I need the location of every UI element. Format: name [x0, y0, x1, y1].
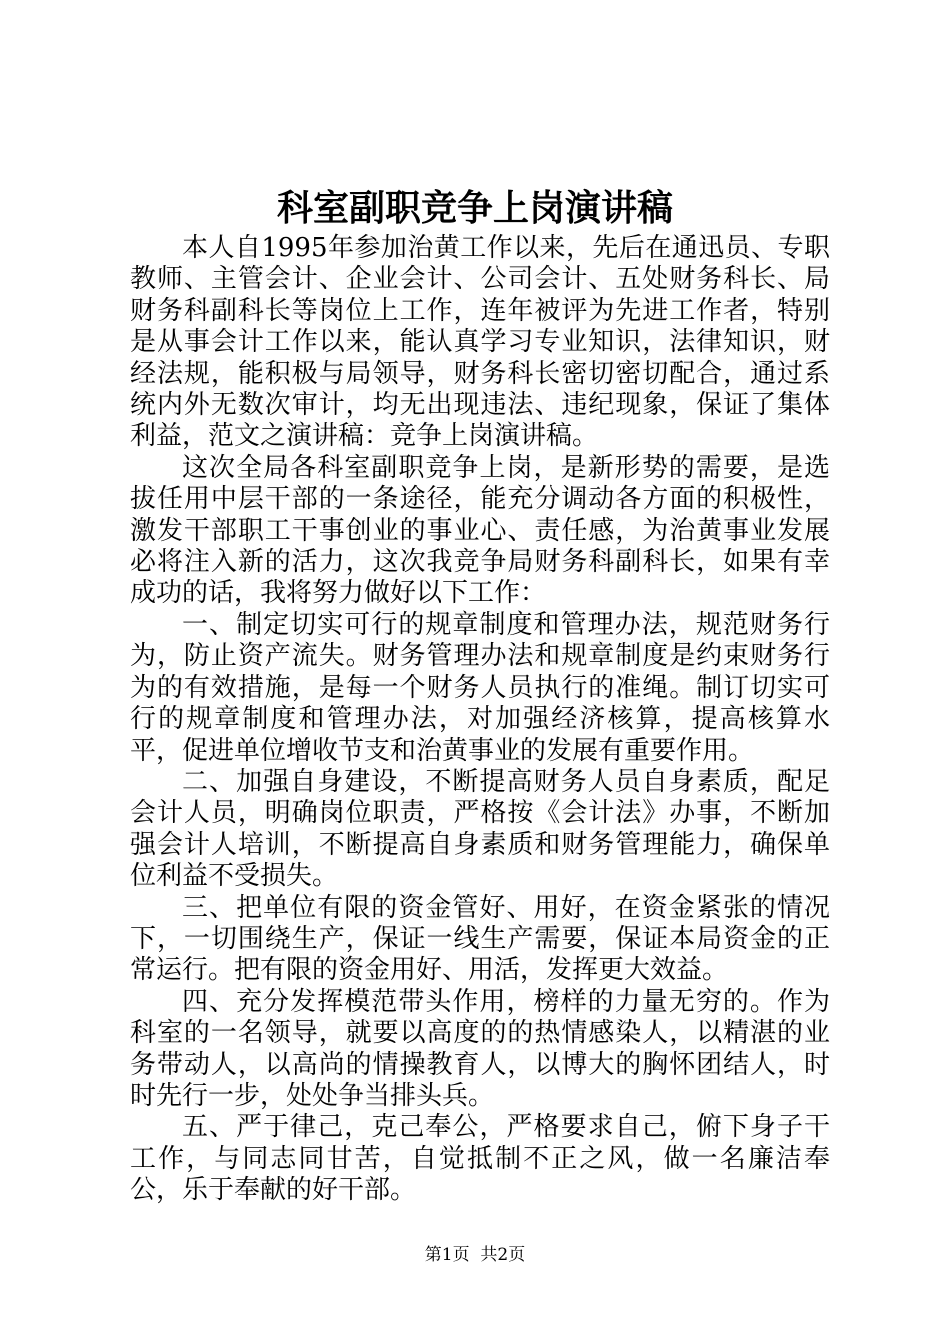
page-footer	[0, 1244, 950, 1266]
paragraph-intro: 本人自1995年参加治黄工作以来，先后在通迅员、专职教师、主管会计、企业会计、公司会计、五处财务科长、局财务科副科长等岗位上工作，连年被评为先进工作者，特别是从事会计工作以来，能认真学习专业知识，法律知识，财经法规，能积极与局领导，财务科长密切密切配合，通过系统内外无数次审计，均无出现违法、违纪现象，保证了集体利益，范文之演讲稿：竞争上岗演讲稿。	[130, 233, 830, 452]
document-body	[130, 233, 830, 1207]
paragraph-motivation: 这次全局各科室副职竞争上岗，是新形势的需要，是选拔任用中层干部的一条途径，能充分调动各方面的积极性，激发干部职工干事创业的事业心、责任感，为治黄事业发展必将注入新的活力，这次我竞争局财务科副科长，如果有幸成功的话，我将努力做好以下工作：	[130, 452, 830, 609]
paragraph-point-4: 四、充分发挥模范带头作用，榜样的力量无穷的。作为科室的一名领导，就要以高度的的热情感染人，以精湛的业务带动人，以高尚的情操教育人，以博大的胸怀团结人，时时先行一步，处处争当排头兵。	[130, 986, 830, 1111]
paragraph-point-2: 二、加强自身建设，不断提高财务人员自身素质，配足会计人员，明确岗位职责，严格按《会计法》办事，不断加强会计人培训，不断提高自身素质和财务管理能力，确保单位利益不受损失。	[130, 766, 830, 892]
paragraph-point-3: 三、把单位有限的资金管好、用好，在资金紧张的情况下，一切围绕生产，保证一线生产需要，保证本局资金的正常运行。把有限的资金用好、用活，发挥更大效益。	[130, 892, 830, 986]
page-title: 科室副职竞争上岗演讲稿	[276, 187, 673, 229]
paragraph-point-5: 五、严于律己，克己奉公，严格要求自己，俯下身子干工作，与同志同甘苦，自觉抵制不正之风，做一名廉洁奉公，乐于奉献的好干部。	[130, 1112, 830, 1206]
paragraph-point-1: 一、制定切实可行的规章制度和管理办法，规范财务行为，防止资产流失。财务管理办法和规章制度是约束财务行为的有效措施，是每一个财务人员执行的准绳。制订切实可行的规章制度和管理办法，对加强经济核算，提高核算水平，促进单位增收节支和治黄事业的发展有重要作用。	[130, 609, 830, 766]
page-indicator: 第1页 共2页	[424, 1245, 526, 1265]
